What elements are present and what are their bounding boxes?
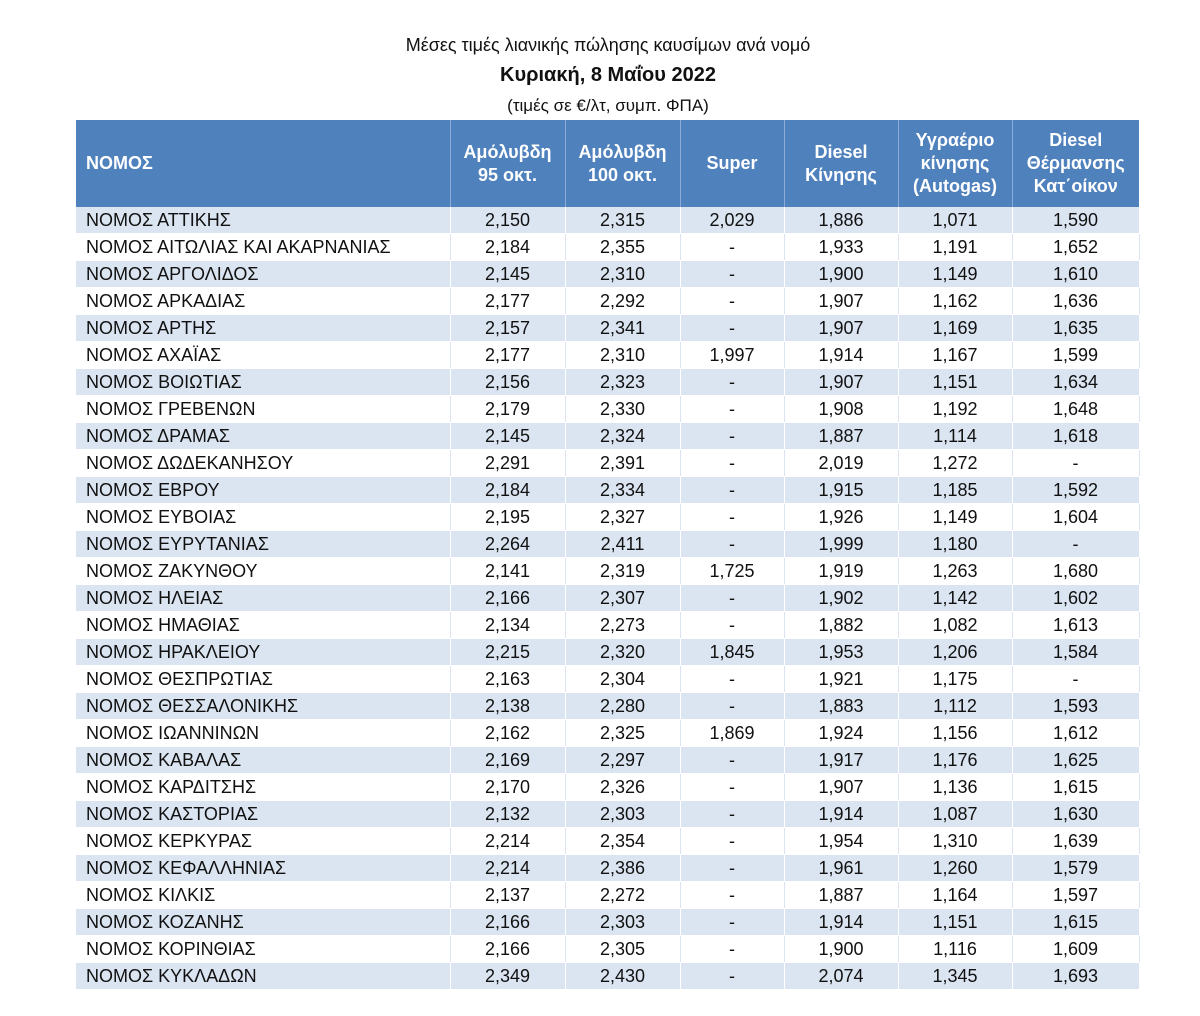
cell-prefecture: ΝΟΜΟΣ ΗΡΑΚΛΕΙΟΥ [76,639,450,666]
cell-super: - [680,828,784,855]
cell-unleaded-95: 2,145 [450,261,565,288]
cell-unleaded-95: 2,349 [450,963,565,990]
cell-heating-diesel: 1,612 [1012,720,1139,747]
cell-diesel-motion: 1,953 [784,639,898,666]
cell-unleaded-95: 2,162 [450,720,565,747]
table-row [76,396,1139,423]
cell-prefecture: ΝΟΜΟΣ ΕΥΒΟΙΑΣ [76,504,450,531]
cell-super: - [680,450,784,477]
cell-unleaded-95: 2,264 [450,531,565,558]
cell-autogas: 1,142 [898,585,1012,612]
cell-unleaded-100: 2,327 [565,504,680,531]
cell-prefecture: ΝΟΜΟΣ ΚΑΣΤΟΡΙΑΣ [76,801,450,828]
cell-diesel-motion: 1,887 [784,423,898,450]
cell-unleaded-100: 2,310 [565,261,680,288]
cell-diesel-motion: 1,917 [784,747,898,774]
cell-diesel-motion: 1,999 [784,531,898,558]
table-row [76,612,1139,639]
cell-autogas: 1,260 [898,855,1012,882]
cell-unleaded-100: 2,273 [565,612,680,639]
table-row [76,963,1139,990]
table-row [76,423,1139,450]
cell-super: - [680,423,784,450]
cell-diesel-motion: 1,902 [784,585,898,612]
cell-heating-diesel: 1,597 [1012,882,1139,909]
cell-diesel-motion: 1,887 [784,882,898,909]
cell-super: - [680,963,784,990]
cell-diesel-motion: 2,074 [784,963,898,990]
cell-diesel-motion: 1,933 [784,234,898,261]
table-row [76,558,1139,585]
cell-heating-diesel: 1,648 [1012,396,1139,423]
cell-unleaded-95: 2,134 [450,612,565,639]
cell-heating-diesel: - [1012,666,1139,693]
cell-unleaded-95: 2,145 [450,423,565,450]
cell-unleaded-95: 2,214 [450,828,565,855]
cell-prefecture: ΝΟΜΟΣ ΚΟΡΙΝΘΙΑΣ [76,936,450,963]
cell-heating-diesel: 1,615 [1012,909,1139,936]
cell-prefecture: ΝΟΜΟΣ ΕΥΡΥΤΑΝΙΑΣ [76,531,450,558]
cell-diesel-motion: 1,915 [784,477,898,504]
table-row [76,801,1139,828]
table-row [76,585,1139,612]
cell-diesel-motion: 1,886 [784,207,898,234]
table-row [76,747,1139,774]
cell-unleaded-100: 2,310 [565,342,680,369]
cell-autogas: 1,272 [898,450,1012,477]
cell-prefecture: ΝΟΜΟΣ ΔΡΑΜΑΣ [76,423,450,450]
cell-prefecture: ΝΟΜΟΣ ΑΤΤΙΚΗΣ [76,207,450,234]
cell-prefecture: ΝΟΜΟΣ ΗΛΕΙΑΣ [76,585,450,612]
cell-unleaded-100: 2,304 [565,666,680,693]
cell-diesel-motion: 1,954 [784,828,898,855]
table-row [76,693,1139,720]
cell-heating-diesel: 1,609 [1012,936,1139,963]
cell-super: 1,725 [680,558,784,585]
cell-autogas: 1,087 [898,801,1012,828]
cell-unleaded-95: 2,157 [450,315,565,342]
table-row [76,828,1139,855]
cell-heating-diesel: 1,593 [1012,693,1139,720]
cell-diesel-motion: 1,908 [784,396,898,423]
cell-super: - [680,909,784,936]
cell-heating-diesel: 1,634 [1012,369,1139,396]
cell-unleaded-95: 2,166 [450,585,565,612]
cell-unleaded-100: 2,320 [565,639,680,666]
cell-heating-diesel: 1,680 [1012,558,1139,585]
cell-heating-diesel: 1,610 [1012,261,1139,288]
cell-heating-diesel: 1,635 [1012,315,1139,342]
cell-unleaded-95: 2,177 [450,342,565,369]
table-row [76,504,1139,531]
table-row [76,531,1139,558]
cell-unleaded-95: 2,179 [450,396,565,423]
cell-unleaded-100: 2,280 [565,693,680,720]
cell-super: - [680,666,784,693]
cell-diesel-motion: 1,926 [784,504,898,531]
cell-diesel-motion: 1,900 [784,936,898,963]
cell-super: 1,997 [680,342,784,369]
table-row [76,882,1139,909]
column-header-prefecture: ΝΟΜΟΣ [76,120,450,207]
cell-autogas: 1,180 [898,531,1012,558]
cell-unleaded-95: 2,215 [450,639,565,666]
column-header-super: Super [680,120,784,207]
table-body [76,207,1139,990]
table-row [76,261,1139,288]
cell-prefecture: ΝΟΜΟΣ ΕΒΡΟΥ [76,477,450,504]
cell-unleaded-95: 2,169 [450,747,565,774]
cell-autogas: 1,169 [898,315,1012,342]
cell-super: - [680,315,784,342]
table-row [76,207,1139,234]
cell-prefecture: ΝΟΜΟΣ ΑΙΤΩΛΙΑΣ ΚΑΙ ΑΚΑΡΝΑΝΙΑΣ [76,234,450,261]
cell-unleaded-100: 2,430 [565,963,680,990]
cell-heating-diesel: 1,599 [1012,342,1139,369]
cell-heating-diesel: 1,584 [1012,639,1139,666]
cell-unleaded-95: 2,156 [450,369,565,396]
cell-super: - [680,936,784,963]
cell-prefecture: ΝΟΜΟΣ ΑΡΓΟΛΙΔΟΣ [76,261,450,288]
cell-prefecture: ΝΟΜΟΣ ΗΜΑΘΙΑΣ [76,612,450,639]
cell-prefecture: ΝΟΜΟΣ ΚΕΡΚΥΡΑΣ [76,828,450,855]
cell-unleaded-95: 2,141 [450,558,565,585]
cell-autogas: 1,310 [898,828,1012,855]
cell-diesel-motion: 1,914 [784,801,898,828]
cell-unleaded-95: 2,150 [450,207,565,234]
cell-unleaded-100: 2,341 [565,315,680,342]
cell-heating-diesel: 1,652 [1012,234,1139,261]
column-header-unleaded-95: Αμόλυβδη 95 οκτ. [450,120,565,207]
table-row [76,639,1139,666]
cell-super: - [680,585,784,612]
cell-prefecture: ΝΟΜΟΣ ΘΕΣΠΡΩΤΙΑΣ [76,666,450,693]
cell-diesel-motion: 1,924 [784,720,898,747]
cell-autogas: 1,082 [898,612,1012,639]
cell-diesel-motion: 1,883 [784,693,898,720]
cell-heating-diesel: 1,630 [1012,801,1139,828]
table-row [76,315,1139,342]
cell-diesel-motion: 1,907 [784,288,898,315]
cell-diesel-motion: 1,907 [784,774,898,801]
units-note: (τιμές σε €/λτ, συμπ. ΦΠΑ) [507,96,709,115]
cell-unleaded-95: 2,184 [450,234,565,261]
cell-super: - [680,504,784,531]
column-header-unleaded-100: Αμόλυβδη 100 οκτ. [565,120,680,207]
cell-unleaded-100: 2,355 [565,234,680,261]
cell-unleaded-100: 2,330 [565,396,680,423]
cell-unleaded-100: 2,411 [565,531,680,558]
table-row [76,450,1139,477]
cell-unleaded-95: 2,163 [450,666,565,693]
cell-unleaded-100: 2,305 [565,936,680,963]
cell-unleaded-100: 2,391 [565,450,680,477]
table-row [76,288,1139,315]
cell-unleaded-100: 2,326 [565,774,680,801]
cell-autogas: 1,185 [898,477,1012,504]
cell-diesel-motion: 1,907 [784,315,898,342]
cell-autogas: 1,164 [898,882,1012,909]
cell-super: - [680,801,784,828]
cell-super: - [680,477,784,504]
cell-unleaded-100: 2,315 [565,207,680,234]
cell-unleaded-95: 2,137 [450,882,565,909]
table-header-row [76,120,1139,207]
cell-autogas: 1,151 [898,909,1012,936]
table-row [76,234,1139,261]
cell-autogas: 1,112 [898,693,1012,720]
cell-unleaded-100: 2,297 [565,747,680,774]
cell-diesel-motion: 1,919 [784,558,898,585]
table-row [76,855,1139,882]
cell-super: - [680,774,784,801]
column-header-autogas: Υγραέριο κίνησης (Autogas) [898,120,1012,207]
cell-super: - [680,747,784,774]
cell-autogas: 1,175 [898,666,1012,693]
cell-super: - [680,612,784,639]
cell-super: - [680,882,784,909]
cell-heating-diesel: 1,613 [1012,612,1139,639]
cell-prefecture: ΝΟΜΟΣ ΓΡΕΒΕΝΩΝ [76,396,450,423]
cell-unleaded-95: 2,214 [450,855,565,882]
cell-diesel-motion: 1,914 [784,909,898,936]
cell-unleaded-100: 2,272 [565,882,680,909]
cell-prefecture: ΝΟΜΟΣ ΚΕΦΑΛΛΗΝΙΑΣ [76,855,450,882]
table-row [76,936,1139,963]
cell-heating-diesel: 1,592 [1012,477,1139,504]
cell-unleaded-100: 2,292 [565,288,680,315]
cell-heating-diesel: 1,625 [1012,747,1139,774]
cell-unleaded-100: 2,303 [565,909,680,936]
cell-prefecture: ΝΟΜΟΣ ΑΧΑΪΑΣ [76,342,450,369]
cell-heating-diesel: 1,579 [1012,855,1139,882]
cell-prefecture: ΝΟΜΟΣ ΚΑΡΔΙΤΣΗΣ [76,774,450,801]
cell-prefecture: ΝΟΜΟΣ ΔΩΔΕΚΑΝΗΣΟΥ [76,450,450,477]
cell-super: - [680,693,784,720]
cell-autogas: 1,167 [898,342,1012,369]
cell-autogas: 1,116 [898,936,1012,963]
cell-diesel-motion: 2,019 [784,450,898,477]
cell-prefecture: ΝΟΜΟΣ ΙΩΑΝΝΙΝΩΝ [76,720,450,747]
fuel-prices-table [76,120,1140,990]
table-row [76,477,1139,504]
cell-autogas: 1,263 [898,558,1012,585]
table-row [76,774,1139,801]
document-date: Κυριακή, 8 Μαΐου 2022 [500,64,716,86]
document-title: Μέσες τιμές λιανικής πώλησης καυσίμων ανά νομό [405,35,811,55]
cell-super: - [680,261,784,288]
cell-prefecture: ΝΟΜΟΣ ΖΑΚΥΝΘΟΥ [76,558,450,585]
cell-autogas: 1,162 [898,288,1012,315]
cell-autogas: 1,192 [898,396,1012,423]
cell-super: 1,845 [680,639,784,666]
cell-diesel-motion: 1,900 [784,261,898,288]
cell-heating-diesel: 1,639 [1012,828,1139,855]
table-row [76,720,1139,747]
cell-heating-diesel: - [1012,450,1139,477]
cell-unleaded-100: 2,386 [565,855,680,882]
cell-super: 1,869 [680,720,784,747]
cell-heating-diesel: 1,602 [1012,585,1139,612]
cell-prefecture: ΝΟΜΟΣ ΑΡΤΗΣ [76,315,450,342]
cell-autogas: 1,149 [898,504,1012,531]
cell-unleaded-100: 2,307 [565,585,680,612]
cell-unleaded-95: 2,170 [450,774,565,801]
document-header [0,30,1200,122]
table-row [76,369,1139,396]
cell-unleaded-100: 2,319 [565,558,680,585]
cell-diesel-motion: 1,961 [784,855,898,882]
cell-autogas: 1,156 [898,720,1012,747]
cell-unleaded-95: 2,291 [450,450,565,477]
table-row [76,666,1139,693]
cell-unleaded-95: 2,177 [450,288,565,315]
cell-heating-diesel: - [1012,531,1139,558]
table-row [76,342,1139,369]
cell-unleaded-95: 2,195 [450,504,565,531]
cell-heating-diesel: 1,615 [1012,774,1139,801]
column-header-diesel-motion: Diesel Κίνησης [784,120,898,207]
cell-prefecture: ΝΟΜΟΣ ΚΥΚΛΑΔΩΝ [76,963,450,990]
cell-prefecture: ΝΟΜΟΣ ΑΡΚΑΔΙΑΣ [76,288,450,315]
cell-unleaded-100: 2,334 [565,477,680,504]
cell-super: - [680,234,784,261]
cell-diesel-motion: 1,921 [784,666,898,693]
cell-prefecture: ΝΟΜΟΣ ΚΙΛΚΙΣ [76,882,450,909]
cell-super: - [680,369,784,396]
cell-autogas: 1,136 [898,774,1012,801]
cell-autogas: 1,149 [898,261,1012,288]
cell-diesel-motion: 1,914 [784,342,898,369]
cell-unleaded-95: 2,132 [450,801,565,828]
cell-unleaded-95: 2,166 [450,936,565,963]
column-header-heating-diesel: Diesel Θέρμανσης Κατ΄οίκον [1012,120,1139,207]
cell-heating-diesel: 1,693 [1012,963,1139,990]
cell-super: - [680,531,784,558]
cell-heating-diesel: 1,604 [1012,504,1139,531]
cell-heating-diesel: 1,590 [1012,207,1139,234]
cell-super: - [680,288,784,315]
cell-heating-diesel: 1,636 [1012,288,1139,315]
cell-unleaded-95: 2,138 [450,693,565,720]
cell-autogas: 1,151 [898,369,1012,396]
cell-autogas: 1,206 [898,639,1012,666]
cell-autogas: 1,071 [898,207,1012,234]
table-row [76,909,1139,936]
cell-unleaded-100: 2,323 [565,369,680,396]
cell-autogas: 1,114 [898,423,1012,450]
cell-unleaded-95: 2,166 [450,909,565,936]
cell-heating-diesel: 1,618 [1012,423,1139,450]
cell-autogas: 1,176 [898,747,1012,774]
cell-autogas: 1,191 [898,234,1012,261]
cell-prefecture: ΝΟΜΟΣ ΚΟΖΑΝΗΣ [76,909,450,936]
cell-unleaded-100: 2,325 [565,720,680,747]
cell-autogas: 1,345 [898,963,1012,990]
cell-diesel-motion: 1,907 [784,369,898,396]
cell-super: 2,029 [680,207,784,234]
cell-unleaded-100: 2,324 [565,423,680,450]
cell-super: - [680,396,784,423]
cell-unleaded-100: 2,303 [565,801,680,828]
cell-diesel-motion: 1,882 [784,612,898,639]
cell-prefecture: ΝΟΜΟΣ ΚΑΒΑΛΑΣ [76,747,450,774]
cell-super: - [680,855,784,882]
cell-unleaded-95: 2,184 [450,477,565,504]
cell-prefecture: ΝΟΜΟΣ ΒΟΙΩΤΙΑΣ [76,369,450,396]
cell-prefecture: ΝΟΜΟΣ ΘΕΣΣΑΛΟΝΙΚΗΣ [76,693,450,720]
cell-unleaded-100: 2,354 [565,828,680,855]
